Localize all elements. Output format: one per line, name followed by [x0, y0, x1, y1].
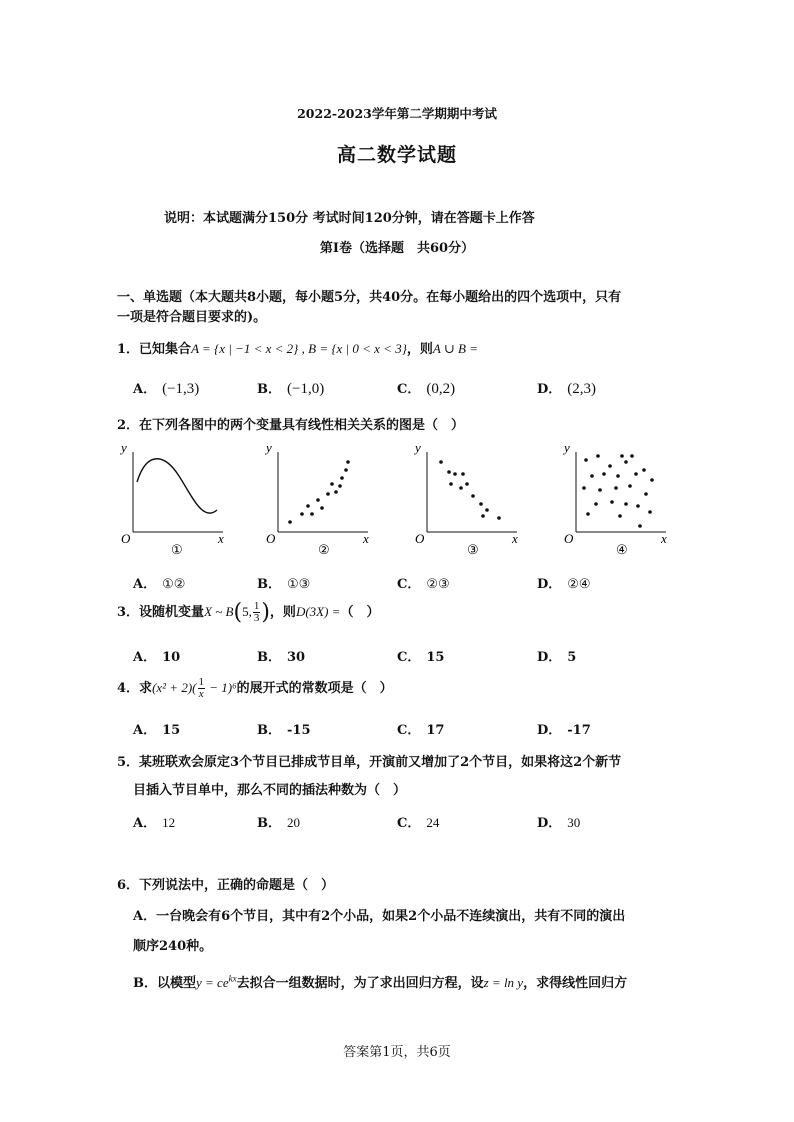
x-label: x: [218, 531, 224, 546]
option-c: C． ②③: [397, 577, 450, 592]
trials: 5,: [242, 604, 252, 619]
scatter-point: [288, 520, 292, 524]
scatter-point: [616, 474, 620, 478]
scatter-point: [334, 490, 338, 494]
option-a: A． (−1,3): [133, 381, 200, 397]
option-b: B． 20: [257, 815, 300, 831]
option-d: D． (2,3): [537, 381, 597, 397]
set-a: A = {x | −1 < x < 2}: [191, 341, 299, 356]
scatter-point: [618, 514, 622, 518]
sine-curve: [137, 459, 217, 513]
option-b: B． 30: [257, 650, 306, 665]
scatter-point: [340, 476, 344, 480]
question-number: 3．: [117, 605, 140, 620]
scatter-point: [624, 460, 628, 464]
question-3: [117, 600, 379, 625]
page-title: 高二数学试题: [336, 144, 457, 166]
option-a-line1: A．一台晚会有6个节目，其中有2个小品，如果2个小品不连续演出，共有不同的演出: [133, 909, 626, 924]
scatter-point: [594, 502, 598, 506]
x-label: x: [512, 531, 518, 546]
x-label: x: [661, 531, 667, 546]
scatter-point: [459, 486, 463, 490]
option-c: C． 17: [397, 723, 445, 738]
option-b: B． (−1,0): [257, 381, 325, 397]
option-a: A． ①②: [133, 577, 186, 592]
scatter-point: [648, 510, 652, 514]
option-d: D． 30: [537, 815, 581, 831]
scatter-point: [582, 486, 586, 490]
option-b-line: B．以模型$y = ce^{kx}$去拟合一组数据时，为了求出回归方程，设z = ln y，求得线性回归方: [133, 973, 628, 991]
origin-label: O: [121, 531, 131, 546]
scatter-point: [471, 494, 475, 498]
question-tail: 的展开式的常数项是（ ）: [236, 681, 393, 696]
scatter-point: [610, 500, 614, 504]
expr-a: (x² + 2)(: [152, 680, 197, 695]
question-number: 4．: [117, 681, 140, 696]
model-exponent: kx: [228, 973, 237, 984]
question-number: 5．: [117, 755, 140, 770]
page-footer: 答案第1页，共6页: [343, 1045, 451, 1060]
option-b: B． -15: [257, 723, 311, 738]
option-d: D． -17: [537, 723, 591, 738]
scatter-point: [447, 470, 451, 474]
exam-name: 2022-2023学年第二学期期中考试: [297, 106, 497, 121]
graph-label: ②: [318, 542, 330, 557]
scatter-point: [598, 488, 602, 492]
expr-b: − 1)⁶: [206, 680, 237, 695]
scatter-point: [344, 468, 348, 472]
volume-heading: 第Ⅰ卷（选择题 共60分）: [319, 241, 475, 256]
right-paren: ): [261, 600, 270, 625]
scatter-point: [628, 484, 632, 488]
option-d: D． 5: [537, 650, 577, 665]
graph-label: ①: [171, 542, 183, 557]
scatter-point: [620, 454, 624, 458]
option-c: C． 15: [397, 650, 445, 665]
question-tail: ，则: [269, 605, 296, 620]
scatter-point: [644, 492, 648, 496]
scatter-point: [310, 512, 314, 516]
scatter-point: [479, 502, 483, 506]
separator: ,: [298, 341, 309, 356]
answer-paren: （ ）: [340, 605, 380, 620]
question-number: 6．: [117, 878, 140, 893]
graph-label: ③: [467, 542, 479, 557]
variance-expr: D(3X) =: [295, 604, 341, 619]
option-d: D． ②④: [537, 577, 591, 592]
question-number: 2．: [117, 418, 140, 433]
scatter-point: [596, 454, 600, 458]
scatter-point: [497, 516, 501, 520]
question-5-line2: 目插入节目单中，那么不同的插法种数为（ ）: [133, 783, 407, 798]
scatter-point: [638, 524, 642, 528]
scatter-point: [630, 454, 634, 458]
option-c: C． 24: [397, 815, 440, 831]
option-a: A． 12: [133, 815, 176, 831]
scatter-point: [330, 482, 334, 486]
question-text: 在下列各图中的两个变量具有线性相关关系的图是（ ）: [139, 418, 465, 433]
scatter-point: [316, 498, 320, 502]
scatter-point: [326, 492, 330, 496]
set-b: B = {x | 0 < x < 3}: [308, 341, 407, 356]
option-a: A． 15: [133, 723, 181, 738]
graph-2: [262, 440, 382, 560]
scatter-point: [624, 502, 628, 506]
question-6: [117, 874, 334, 893]
section-heading-line2: 一项是符合题目要求的)。: [117, 310, 267, 325]
scatter-point: [586, 512, 590, 516]
origin-label: O: [415, 531, 425, 546]
scatter-point: [650, 478, 654, 482]
section-heading-line1: 一、单选题（本大题共8小题，每小题5分，共40分。在每小题给出的四个选项中，只有: [117, 290, 622, 305]
question-tail: ，则: [406, 342, 433, 357]
scatter-point: [602, 472, 606, 476]
scatter-point: [449, 482, 453, 486]
graph-3: [411, 440, 531, 560]
reciprocal-fraction: $\frac{1}{x}$: [198, 676, 204, 700]
graph-label: ④: [616, 542, 628, 557]
graph-4: [560, 440, 680, 560]
scatter-point: [584, 458, 588, 462]
scatter-point: [461, 472, 465, 476]
y-label: y: [415, 440, 421, 455]
scatter-point: [306, 504, 310, 508]
question-text: 下列说法中，正确的命题是（ ）: [139, 878, 335, 893]
scatter-point: [590, 474, 594, 478]
scatter-point: [465, 482, 469, 486]
question-5-line1: 5．某班联欢会原定3个节目已排成节目单，开演前又增加了2个节目，如果将这2个新节: [117, 755, 622, 770]
instructions-note: 说明：本试题满分150分 考试时间120分钟，请在答题卡上作答: [164, 211, 535, 226]
graph-1: [117, 440, 237, 560]
scatter-point: [300, 512, 304, 516]
substitution-expr: z = ln y: [483, 975, 524, 990]
model-expr: y = ce: [196, 975, 229, 990]
scatter-point: [453, 472, 457, 476]
question-text: 设随机变量: [139, 605, 205, 620]
distribution: X ~ B: [204, 604, 234, 619]
y-label: y: [564, 440, 570, 455]
question-4: [117, 677, 393, 700]
scatter-point: [636, 504, 640, 508]
scatter-point: [608, 464, 612, 468]
scatter-point: [320, 506, 324, 510]
option-b: B． ①③: [257, 577, 311, 592]
left-paren: (: [233, 600, 243, 625]
question-text: 已知集合: [139, 342, 192, 357]
y-label: y: [266, 440, 272, 455]
scatter-point: [634, 472, 638, 476]
scatter-point: [485, 508, 489, 512]
scatter-point: [346, 460, 350, 464]
y-label: y: [121, 440, 127, 455]
scatter-point: [338, 484, 342, 488]
question-1: [117, 338, 478, 357]
union-expr: A ∪ B =: [432, 341, 478, 356]
scatter-point: [439, 460, 443, 464]
question-text: 求: [139, 681, 153, 696]
option-a-line2: 顺序240种。: [133, 939, 213, 954]
scatter-point: [614, 486, 618, 490]
x-label: x: [363, 531, 369, 546]
question-2: [117, 414, 464, 433]
question-number: 1．: [117, 342, 140, 357]
option-a: A． 10: [133, 650, 181, 665]
scatter-point: [642, 468, 646, 472]
option-c: C． (0,2): [397, 381, 456, 397]
origin-label: O: [564, 531, 574, 546]
probability-fraction: $\frac{1}{3}$: [253, 600, 260, 624]
scatter-point: [481, 514, 485, 518]
origin-label: O: [266, 531, 276, 546]
